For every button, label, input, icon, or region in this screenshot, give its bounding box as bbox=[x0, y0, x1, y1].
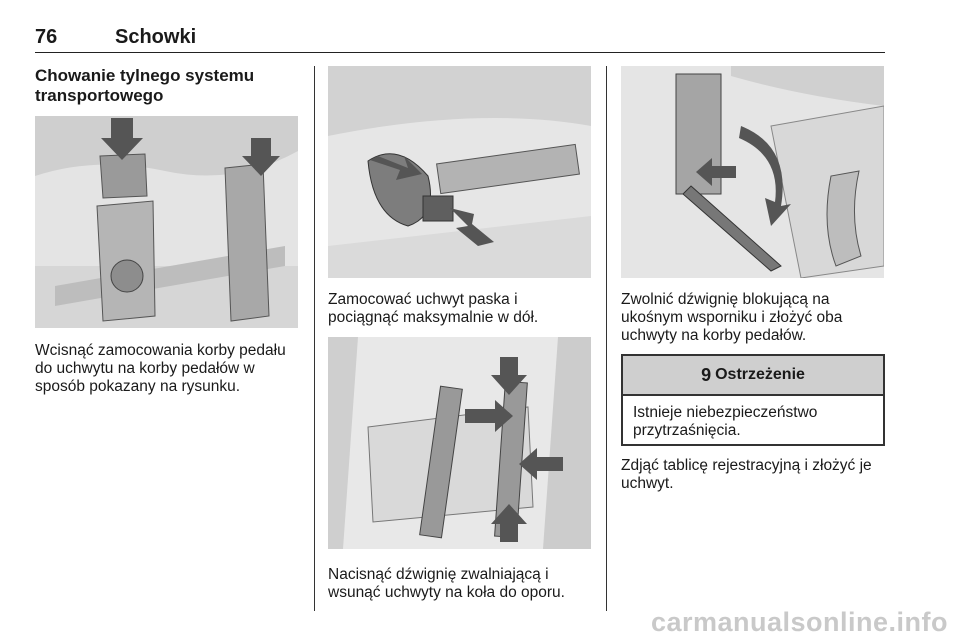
instruction-4-line1: Zwolnić dźwignię blokującą na bbox=[621, 291, 830, 308]
section-title-line2: transportowego bbox=[35, 86, 164, 105]
section-heading bbox=[35, 66, 300, 106]
instruction-1-line2: do uchwytu na korby pedałów w bbox=[35, 360, 255, 377]
figure-wheel-holders bbox=[328, 337, 591, 549]
instruction-1 bbox=[35, 342, 300, 396]
instruction-1-line3: sposób pokazany na rysunku. bbox=[35, 378, 241, 395]
watermark: carmanualsonline.info bbox=[650, 607, 948, 637]
column-divider-2 bbox=[606, 66, 607, 611]
warning-header bbox=[623, 356, 883, 396]
figure-locking-lever bbox=[621, 66, 884, 278]
instruction-5-line2: uchwyt. bbox=[621, 475, 674, 492]
warning-title: Ostrzeżenie bbox=[715, 366, 805, 383]
instruction-2-line1: Zamocować uchwyt paska i bbox=[328, 291, 518, 308]
warning-box bbox=[621, 354, 885, 446]
section-title-line1: Chowanie tylnego systemu bbox=[35, 66, 255, 85]
instruction-4-line2: ukośnym wsporniku i złożyć oba bbox=[621, 309, 843, 326]
instruction-4-line3: uchwyty na korby pedałów. bbox=[621, 327, 807, 344]
warning-icon: 9 bbox=[701, 364, 712, 385]
warning-body bbox=[623, 396, 883, 448]
instruction-4 bbox=[621, 291, 886, 345]
figure-pedal-crank-mounts bbox=[35, 116, 298, 328]
instruction-5-line1: Zdjąć tablicę rejestracyjną i złożyć je bbox=[621, 457, 872, 474]
instruction-5 bbox=[621, 457, 886, 493]
instruction-1-line1: Wcisnąć zamocowania korby pedału bbox=[35, 342, 286, 359]
instruction-2-line2: pociągnąć maksymalnie w dół. bbox=[328, 309, 539, 326]
instruction-3 bbox=[328, 566, 593, 602]
instruction-3-line2: wsunąć uchwyty na koła do oporu. bbox=[328, 584, 565, 601]
page-header bbox=[35, 26, 885, 53]
instruction-2 bbox=[328, 291, 593, 327]
page-number: 76 bbox=[35, 26, 58, 48]
chapter-title: Schowki bbox=[115, 26, 197, 48]
warning-line1: Istnieje niebezpieczeństwo bbox=[633, 404, 818, 421]
instruction-3-line1: Nacisnąć dźwignię zwalniającą i bbox=[328, 566, 549, 583]
column-divider-1 bbox=[314, 66, 315, 611]
warning-line2: przytrzaśnięcia. bbox=[633, 422, 741, 439]
figure-strap-holder bbox=[328, 66, 591, 278]
